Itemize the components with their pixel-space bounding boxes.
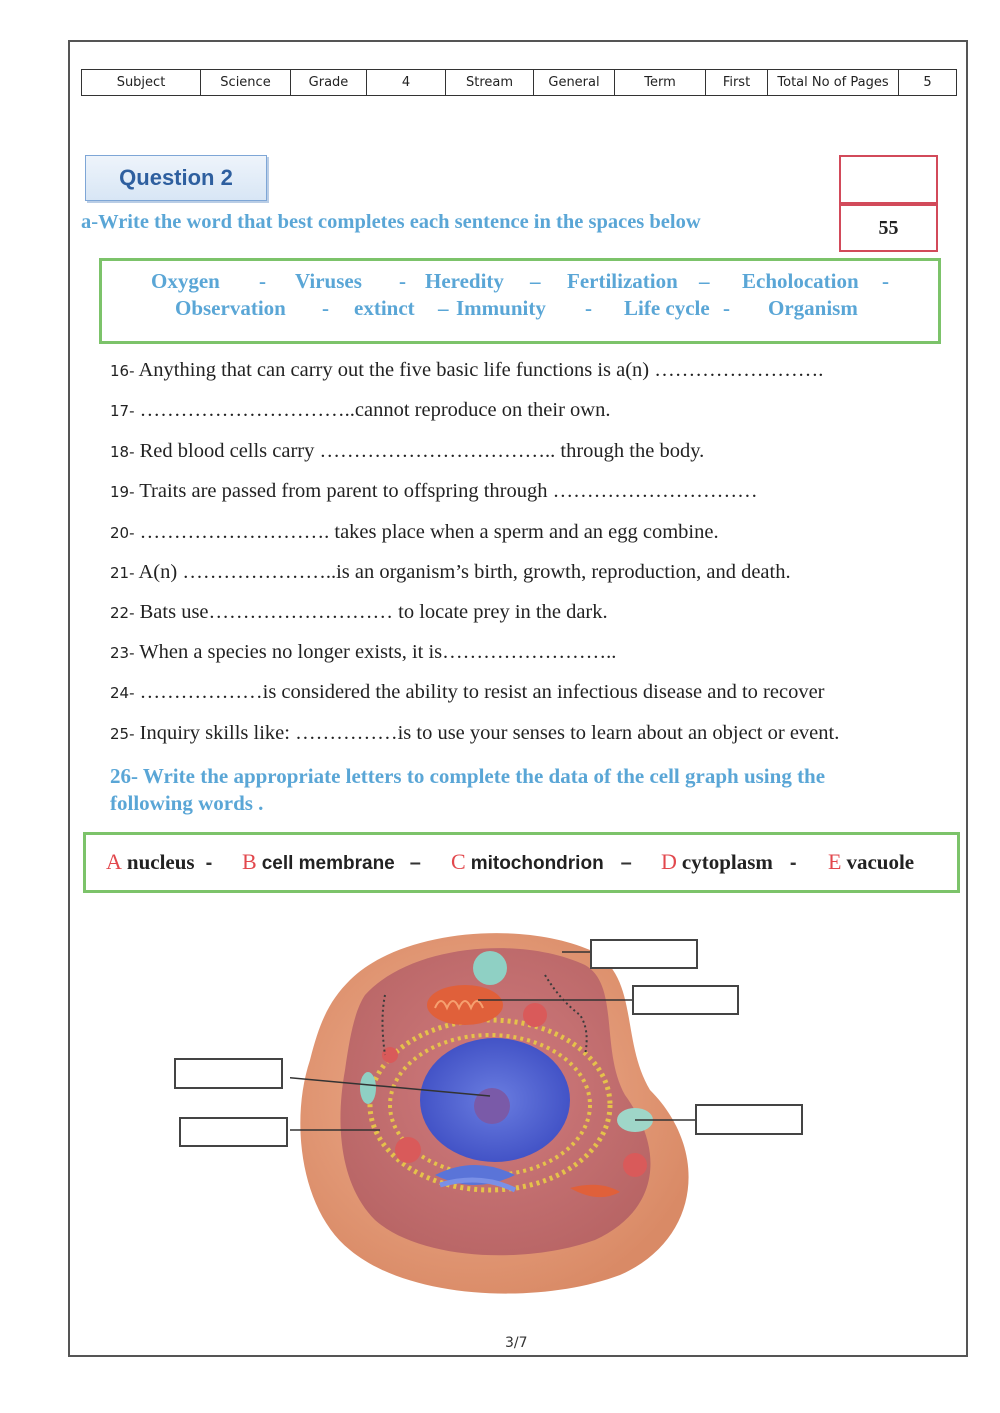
score-box-blank[interactable] (839, 155, 938, 204)
sentence-23 (110, 641, 616, 664)
header-cell-stream-label: Stream (446, 70, 534, 96)
sentence-text: …………………………..cannot reproduce on their own. (134, 399, 611, 421)
header-cell-stream-value: General (534, 70, 615, 96)
cell-word-letter: D (661, 849, 677, 874)
sentence-21 (110, 561, 791, 584)
instruction-text: a-Write the word that best completes each sentence in the spaces below (81, 211, 701, 233)
header-cell-grade-value: 4 (367, 70, 446, 96)
sentence-number: 21- (110, 564, 135, 582)
word-bank-separator: - (723, 296, 730, 320)
header-cell-pages-label: Total No of Pages (768, 70, 899, 96)
sentence-24 (110, 681, 825, 704)
header-table (81, 69, 957, 96)
sentence-18 (110, 440, 704, 463)
question-26-line: following words . (110, 791, 264, 815)
cell-word-letter: B (242, 849, 257, 874)
word-bank-item: extinct (354, 296, 415, 320)
sentence-number: 25- (110, 725, 135, 743)
sentence-25 (110, 722, 839, 745)
animal-cell-illustration (290, 920, 710, 1300)
sentence-number: 17- (110, 402, 135, 420)
sentence-text: Anything that can carry out the five basic life functions is a(n) ……………………. (134, 359, 824, 381)
word-bank-separator: - (399, 269, 406, 293)
question-26-prompt (110, 763, 825, 817)
header-cell-subject-label: Subject (82, 70, 201, 96)
cell-word-separator: – (620, 852, 632, 874)
word-bank-item: Organism (768, 296, 858, 320)
word-bank-item: Echolocation (742, 269, 859, 293)
word-bank-item: Observation (175, 296, 286, 320)
header-cell-pages-value: 5 (899, 70, 957, 96)
cell-word-d (661, 849, 797, 875)
nucleolus-shape (474, 1088, 510, 1124)
sentence-17 (110, 399, 610, 422)
page-number: 3/7 (505, 1335, 528, 1351)
word-bank-separator: – (699, 269, 710, 293)
cell-word-letter: E (828, 849, 842, 874)
cell-word-letter: A (106, 849, 122, 874)
label-box-vacuole-right[interactable] (695, 1104, 803, 1135)
cell-word-text: nucleus (126, 850, 195, 874)
label-box-cytoplasm[interactable] (179, 1117, 288, 1147)
word-bank-separator: - (322, 296, 329, 320)
header-cell-term-label: Term (615, 70, 706, 96)
lysosome-shape (395, 1137, 421, 1163)
lysosome-shape (623, 1153, 647, 1177)
sentence-text: Traits are passed from parent to offspring through ………………………… (134, 480, 758, 502)
label-box-vacuole[interactable] (590, 939, 698, 969)
sentence-text: Bats use……………………… to locate prey in the dark. (134, 601, 608, 623)
sentence-text: When a species no longer exists, it is…………………….. (134, 641, 617, 663)
sentence-number: 23- (110, 644, 135, 662)
header-cell-grade-label: Grade (291, 70, 367, 96)
mitochondrion-shape (427, 985, 503, 1025)
sentence-19 (110, 480, 758, 503)
vacuole-shape (360, 1072, 376, 1104)
header-cell-term-value: First (706, 70, 768, 96)
score-box-total: 55 (839, 204, 938, 252)
label-box-nucleus[interactable] (174, 1058, 283, 1089)
sentence-22 (110, 601, 608, 624)
label-box-mitochondrion[interactable] (632, 985, 739, 1015)
word-bank-item: Heredity (425, 269, 504, 293)
sentence-number: 22- (110, 604, 135, 622)
cell-word-separator: - (789, 852, 797, 874)
word-bank-item: Life cycle (624, 296, 710, 320)
sentence-text: A(n) …………………..is an organism’s birth, growth, reproduction, and death. (134, 561, 791, 583)
sentence-text: ………………………. takes place when a sperm and an egg combine. (134, 521, 719, 543)
sentence-number: 24- (110, 684, 135, 702)
sentence-16 (110, 359, 823, 382)
sentence-text: Inquiry skills like: ……………is to use your senses to learn about an object or event. (134, 722, 840, 744)
lysosome-shape (523, 1003, 547, 1027)
word-bank-separator: - (882, 269, 889, 293)
sentence-text: ………………is considered the ability to resist an infectious disease and to recover (134, 681, 825, 703)
sentence-20 (110, 521, 719, 544)
question-title: Question 2 (85, 155, 267, 201)
cell-word-separator: - (205, 852, 213, 874)
vacuole-shape (473, 951, 507, 985)
word-bank-separator: – (438, 296, 449, 320)
word-bank-item: Immunity (456, 296, 546, 320)
cell-word-text: mitochondrion (470, 853, 604, 874)
cell-word-separator: – (409, 852, 421, 874)
word-bank-separator: – (530, 269, 541, 293)
word-bank-item: Oxygen (151, 269, 220, 293)
cell-word-c (451, 849, 632, 875)
word-bank-separator: - (259, 269, 266, 293)
word-bank-item: Viruses (295, 269, 362, 293)
sentence-text: Red blood cells carry …………………………….. through the body. (134, 440, 705, 462)
cell-word-e (828, 849, 914, 875)
cell-word-letter: C (451, 849, 466, 874)
sentence-number: 18- (110, 443, 135, 461)
cell-word-b (242, 849, 421, 875)
header-cell-subject-value: Science (201, 70, 291, 96)
word-bank-item: Fertilization (567, 269, 678, 293)
sentence-number: 16- (110, 362, 135, 380)
cell-word-text: cytoplasm (681, 850, 773, 874)
cell-word-a (106, 849, 212, 875)
question-26-line: 26- Write the appropriate letters to complete the data of the cell graph using the (110, 764, 826, 788)
sentence-number: 19- (110, 483, 135, 501)
header-row (82, 70, 957, 96)
cell-word-text: cell membrane (261, 853, 395, 874)
cell-word-bank (83, 832, 960, 893)
word-bank-separator: - (585, 296, 592, 320)
word-bank (99, 258, 941, 344)
sentence-number: 20- (110, 524, 135, 542)
cell-word-text: vacuole (846, 850, 915, 874)
